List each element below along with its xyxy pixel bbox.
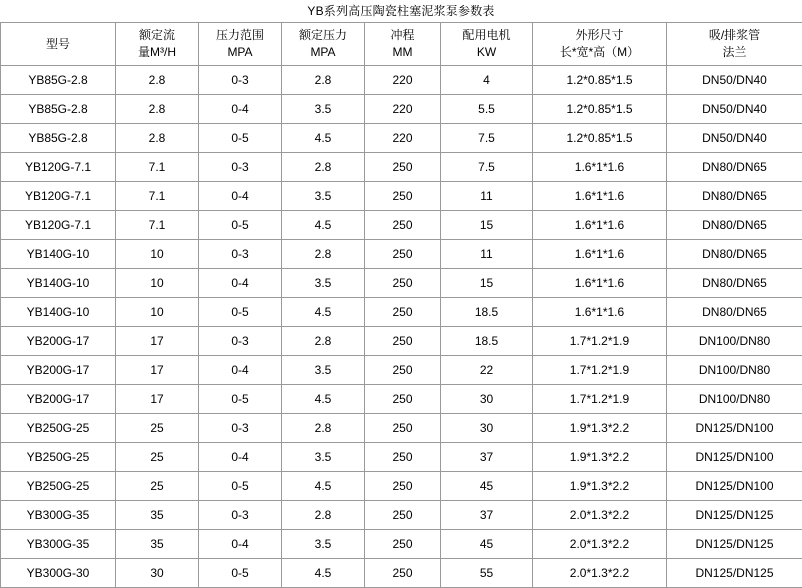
cell-flange: DN125/DN125 — [667, 530, 802, 559]
cell-dimensions: 2.0*1.3*2.2 — [533, 501, 667, 530]
page-title: YB系列高压陶瓷柱塞泥浆泵参数表 — [0, 0, 802, 22]
cell-pressure-range: 0-4 — [199, 530, 282, 559]
column-header-pressure-range — [199, 23, 282, 66]
table-row — [1, 66, 802, 95]
cell-pressure-range: 0-4 — [199, 95, 282, 124]
cell-pressure-range: 0-5 — [199, 385, 282, 414]
cell-pressure-range: 0-3 — [199, 240, 282, 269]
cell-flange: DN80/DN65 — [667, 182, 802, 211]
column-header-motor-line2: KW — [441, 44, 532, 61]
cell-dimensions: 1.7*1.2*1.9 — [533, 327, 667, 356]
cell-motor: 55 — [441, 559, 533, 588]
cell-dimensions: 1.9*1.3*2.2 — [533, 414, 667, 443]
column-header-flange-line1: 吸/排浆管 — [667, 27, 802, 44]
cell-model: YB140G-10 — [1, 269, 116, 298]
column-header-rated-pressure — [282, 23, 365, 66]
cell-rated-pressure: 4.5 — [282, 559, 365, 588]
cell-flange: DN100/DN80 — [667, 385, 802, 414]
column-header-dimensions — [533, 23, 667, 66]
cell-flange: DN100/DN80 — [667, 327, 802, 356]
cell-rated-pressure: 2.8 — [282, 327, 365, 356]
cell-rated-pressure: 4.5 — [282, 298, 365, 327]
cell-motor: 5.5 — [441, 95, 533, 124]
cell-flange: DN50/DN40 — [667, 66, 802, 95]
cell-rated-flow: 7.1 — [116, 153, 199, 182]
cell-rated-pressure: 4.5 — [282, 211, 365, 240]
cell-model: YB250G-25 — [1, 414, 116, 443]
cell-model: YB200G-17 — [1, 385, 116, 414]
cell-rated-flow: 10 — [116, 298, 199, 327]
cell-stroke: 250 — [365, 559, 441, 588]
cell-model: YB120G-7.1 — [1, 182, 116, 211]
cell-dimensions: 1.6*1*1.6 — [533, 153, 667, 182]
cell-rated-flow: 30 — [116, 559, 199, 588]
cell-dimensions: 1.2*0.85*1.5 — [533, 66, 667, 95]
cell-rated-pressure: 2.8 — [282, 153, 365, 182]
cell-rated-pressure: 4.5 — [282, 124, 365, 153]
cell-pressure-range: 0-4 — [199, 356, 282, 385]
cell-dimensions: 1.6*1*1.6 — [533, 211, 667, 240]
parameter-table — [0, 22, 802, 588]
cell-rated-pressure: 3.5 — [282, 269, 365, 298]
cell-pressure-range: 0-5 — [199, 559, 282, 588]
cell-model: YB120G-7.1 — [1, 211, 116, 240]
cell-flange: DN125/DN100 — [667, 443, 802, 472]
cell-rated-flow: 7.1 — [116, 182, 199, 211]
cell-model: YB85G-2.8 — [1, 124, 116, 153]
table-row — [1, 385, 802, 414]
column-header-rated-pressure-line2: MPA — [282, 44, 364, 61]
cell-pressure-range: 0-4 — [199, 269, 282, 298]
cell-stroke: 250 — [365, 153, 441, 182]
column-header-dimensions-line1: 外形尺寸 — [533, 27, 666, 44]
column-header-rated-flow-line1: 额定流 — [116, 27, 198, 44]
cell-pressure-range: 0-4 — [199, 443, 282, 472]
cell-motor: 45 — [441, 472, 533, 501]
table-row — [1, 327, 802, 356]
cell-flange: DN100/DN80 — [667, 356, 802, 385]
cell-stroke: 250 — [365, 240, 441, 269]
cell-stroke: 220 — [365, 95, 441, 124]
cell-dimensions: 1.9*1.3*2.2 — [533, 443, 667, 472]
cell-dimensions: 1.6*1*1.6 — [533, 269, 667, 298]
table-row — [1, 356, 802, 385]
cell-rated-flow: 17 — [116, 356, 199, 385]
cell-dimensions: 1.6*1*1.6 — [533, 298, 667, 327]
table-row — [1, 530, 802, 559]
cell-stroke: 250 — [365, 327, 441, 356]
cell-flange: DN80/DN65 — [667, 211, 802, 240]
cell-rated-pressure: 3.5 — [282, 182, 365, 211]
cell-motor: 11 — [441, 240, 533, 269]
cell-model: YB85G-2.8 — [1, 95, 116, 124]
cell-pressure-range: 0-5 — [199, 211, 282, 240]
cell-stroke: 250 — [365, 530, 441, 559]
cell-flange: DN80/DN65 — [667, 240, 802, 269]
cell-stroke: 250 — [365, 356, 441, 385]
cell-model: YB140G-10 — [1, 240, 116, 269]
cell-rated-pressure: 2.8 — [282, 414, 365, 443]
cell-rated-pressure: 2.8 — [282, 501, 365, 530]
cell-flange: DN125/DN125 — [667, 559, 802, 588]
cell-motor: 30 — [441, 385, 533, 414]
table-row — [1, 211, 802, 240]
table-row — [1, 153, 802, 182]
table-row — [1, 182, 802, 211]
column-header-model-line1: 型号 — [1, 36, 115, 53]
cell-rated-pressure: 3.5 — [282, 530, 365, 559]
cell-rated-pressure: 3.5 — [282, 356, 365, 385]
column-header-rated-flow — [116, 23, 199, 66]
cell-motor: 15 — [441, 211, 533, 240]
table-row — [1, 472, 802, 501]
cell-motor: 7.5 — [441, 153, 533, 182]
cell-rated-flow: 35 — [116, 501, 199, 530]
cell-dimensions: 1.6*1*1.6 — [533, 182, 667, 211]
column-header-rated-pressure-line1: 额定压力 — [282, 27, 364, 44]
cell-pressure-range: 0-3 — [199, 153, 282, 182]
cell-dimensions: 1.2*0.85*1.5 — [533, 124, 667, 153]
cell-motor: 22 — [441, 356, 533, 385]
cell-rated-flow: 25 — [116, 472, 199, 501]
cell-dimensions: 2.0*1.3*2.2 — [533, 530, 667, 559]
table-row — [1, 414, 802, 443]
cell-model: YB200G-17 — [1, 327, 116, 356]
cell-pressure-range: 0-5 — [199, 298, 282, 327]
cell-stroke: 250 — [365, 472, 441, 501]
cell-model: YB140G-10 — [1, 298, 116, 327]
cell-flange: DN125/DN125 — [667, 501, 802, 530]
column-header-model — [1, 23, 116, 66]
cell-stroke: 250 — [365, 385, 441, 414]
cell-rated-flow: 2.8 — [116, 124, 199, 153]
cell-rated-pressure: 2.8 — [282, 66, 365, 95]
cell-stroke: 220 — [365, 124, 441, 153]
cell-dimensions: 1.6*1*1.6 — [533, 240, 667, 269]
cell-rated-flow: 10 — [116, 269, 199, 298]
cell-rated-flow: 35 — [116, 530, 199, 559]
cell-stroke: 220 — [365, 66, 441, 95]
column-header-motor-line1: 配用电机 — [441, 27, 532, 44]
cell-stroke: 250 — [365, 269, 441, 298]
cell-model: YB300G-35 — [1, 501, 116, 530]
table-row — [1, 269, 802, 298]
column-header-pressure-range-line1: 压力范围 — [199, 27, 281, 44]
table-row — [1, 501, 802, 530]
cell-pressure-range: 0-4 — [199, 182, 282, 211]
cell-pressure-range: 0-3 — [199, 327, 282, 356]
cell-rated-flow: 7.1 — [116, 211, 199, 240]
column-header-stroke-line2: MM — [365, 44, 440, 61]
cell-pressure-range: 0-3 — [199, 66, 282, 95]
cell-stroke: 250 — [365, 298, 441, 327]
cell-flange: DN80/DN65 — [667, 269, 802, 298]
cell-rated-flow: 25 — [116, 443, 199, 472]
cell-motor: 18.5 — [441, 327, 533, 356]
cell-dimensions: 2.0*1.3*2.2 — [533, 559, 667, 588]
cell-stroke: 250 — [365, 414, 441, 443]
table-row — [1, 443, 802, 472]
cell-rated-flow: 25 — [116, 414, 199, 443]
cell-motor: 37 — [441, 501, 533, 530]
cell-rated-flow: 2.8 — [116, 95, 199, 124]
cell-rated-pressure: 3.5 — [282, 443, 365, 472]
cell-stroke: 250 — [365, 211, 441, 240]
cell-flange: DN125/DN100 — [667, 472, 802, 501]
cell-rated-flow: 17 — [116, 385, 199, 414]
cell-rated-flow: 2.8 — [116, 66, 199, 95]
cell-motor: 7.5 — [441, 124, 533, 153]
cell-rated-pressure: 2.8 — [282, 240, 365, 269]
cell-rated-pressure: 4.5 — [282, 472, 365, 501]
cell-model: YB300G-35 — [1, 530, 116, 559]
cell-model: YB250G-25 — [1, 443, 116, 472]
table-row — [1, 95, 802, 124]
cell-motor: 11 — [441, 182, 533, 211]
cell-stroke: 250 — [365, 501, 441, 530]
cell-flange: DN50/DN40 — [667, 95, 802, 124]
cell-pressure-range: 0-3 — [199, 414, 282, 443]
table-header — [1, 23, 802, 66]
cell-motor: 45 — [441, 530, 533, 559]
cell-motor: 4 — [441, 66, 533, 95]
cell-dimensions: 1.7*1.2*1.9 — [533, 385, 667, 414]
cell-dimensions: 1.9*1.3*2.2 — [533, 472, 667, 501]
cell-model: YB120G-7.1 — [1, 153, 116, 182]
column-header-stroke — [365, 23, 441, 66]
column-header-flange — [667, 23, 802, 66]
cell-model: YB200G-17 — [1, 356, 116, 385]
cell-rated-flow: 17 — [116, 327, 199, 356]
cell-rated-pressure: 4.5 — [282, 385, 365, 414]
table-body — [1, 66, 802, 588]
column-header-dimensions-line2: 长*宽*高（M） — [533, 44, 666, 61]
cell-motor: 30 — [441, 414, 533, 443]
cell-stroke: 250 — [365, 182, 441, 211]
cell-model: YB85G-2.8 — [1, 66, 116, 95]
cell-rated-flow: 10 — [116, 240, 199, 269]
table-row — [1, 298, 802, 327]
table-row — [1, 559, 802, 588]
cell-flange: DN80/DN65 — [667, 153, 802, 182]
cell-pressure-range: 0-3 — [199, 501, 282, 530]
cell-model: YB250G-25 — [1, 472, 116, 501]
cell-dimensions: 1.7*1.2*1.9 — [533, 356, 667, 385]
cell-motor: 18.5 — [441, 298, 533, 327]
cell-pressure-range: 0-5 — [199, 472, 282, 501]
cell-flange: DN50/DN40 — [667, 124, 802, 153]
table-header-row — [1, 23, 802, 66]
cell-flange: DN125/DN100 — [667, 414, 802, 443]
cell-dimensions: 1.2*0.85*1.5 — [533, 95, 667, 124]
cell-model: YB300G-30 — [1, 559, 116, 588]
column-header-flange-line2: 法兰 — [667, 44, 802, 61]
column-header-pressure-range-line2: MPA — [199, 44, 281, 61]
table-row — [1, 240, 802, 269]
column-header-motor — [441, 23, 533, 66]
column-header-rated-flow-line2: 量M³/H — [116, 44, 198, 61]
column-header-stroke-line1: 冲程 — [365, 27, 440, 44]
cell-stroke: 250 — [365, 443, 441, 472]
cell-rated-pressure: 3.5 — [282, 95, 365, 124]
cell-pressure-range: 0-5 — [199, 124, 282, 153]
table-row — [1, 124, 802, 153]
cell-motor: 15 — [441, 269, 533, 298]
cell-motor: 37 — [441, 443, 533, 472]
cell-flange: DN80/DN65 — [667, 298, 802, 327]
